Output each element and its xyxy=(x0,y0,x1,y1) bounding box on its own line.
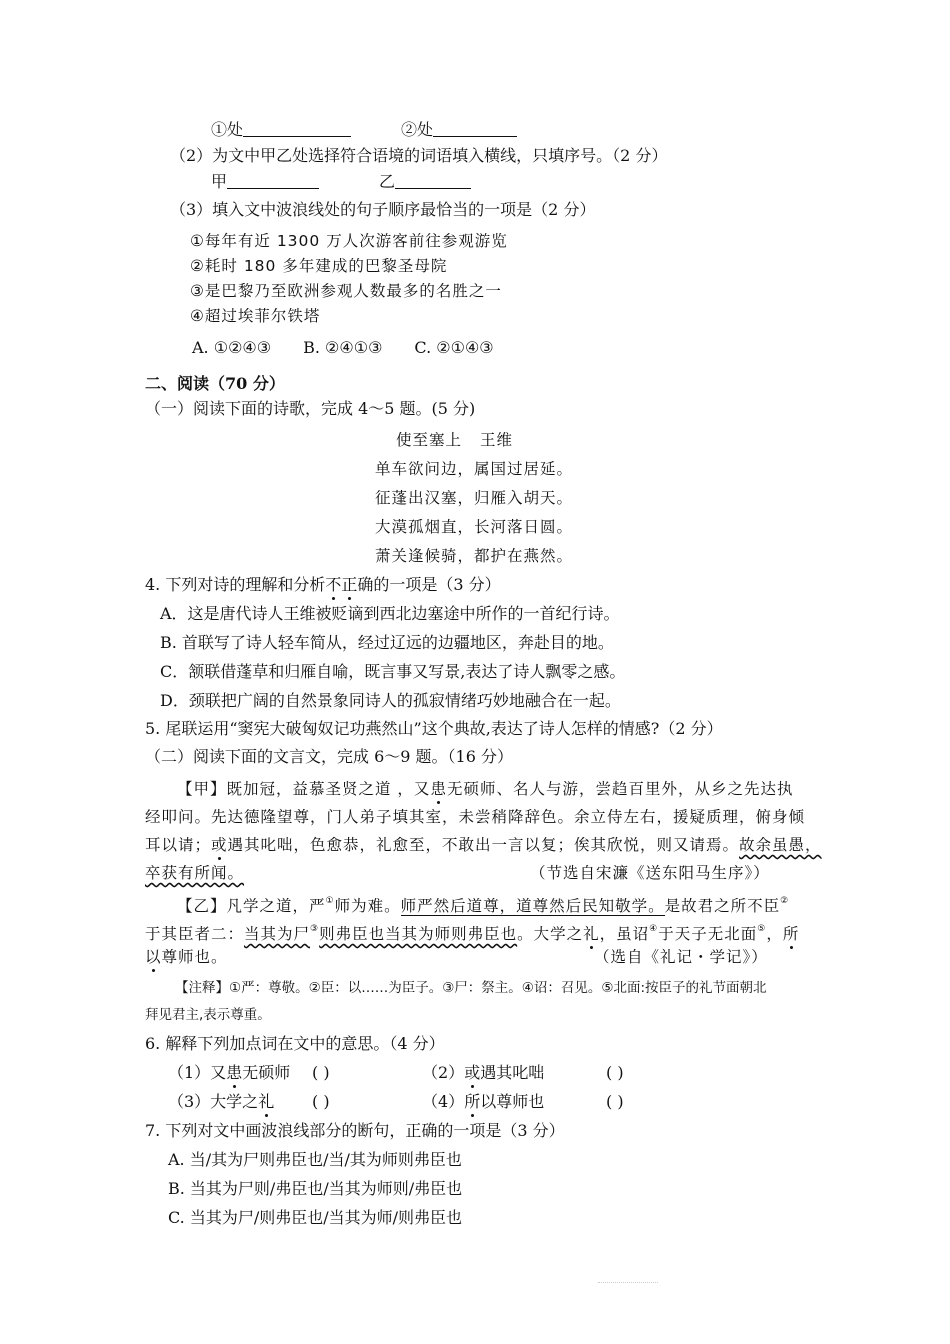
jia-text: 耳以请； xyxy=(145,836,212,854)
page-footer-mark xyxy=(598,1282,658,1283)
q3-item-1: ①每年有近 1300 万人次游客前往参观游览 xyxy=(190,232,508,250)
yi-text: 尊师也。 xyxy=(161,948,228,966)
notes-line-2: 拜见君主,表示尊重。 xyxy=(145,1007,271,1023)
yi-line-2 xyxy=(145,917,799,946)
q6-dotted-huo: 或 xyxy=(464,1063,481,1082)
yi-text: ，虽诏 xyxy=(599,925,650,943)
jia-wavy-text: 故余虽愚， xyxy=(739,836,822,854)
part2-heading: （二）阅读下面的文言文，完成 6～9 题。（16 分） xyxy=(145,747,513,766)
q4-prompt xyxy=(145,573,501,597)
jia-text: 遇其叱咄，色愈恭，礼愈至，不敢出一言以复；俟其欣悦，则又请焉。 xyxy=(227,836,740,854)
blank1-label: ①处 xyxy=(211,120,244,139)
blank2-field[interactable] xyxy=(433,120,517,137)
q6-dotted-li: 礼 xyxy=(258,1092,275,1111)
yi-dotted-yi: 以 xyxy=(145,948,162,966)
q6-answer-1[interactable]: ( ) xyxy=(312,1063,330,1082)
q5-prompt: 5. 尾联运用“窦宪大破匈奴记功燕然山”这个典故,表达了诗人怎样的情感?（2 分） xyxy=(145,719,723,738)
blank2-label: ②处 xyxy=(401,120,434,139)
q6-text: （2） xyxy=(422,1063,465,1082)
poem-line-3: 大漠孤烟直，长河落日圆。 xyxy=(375,518,574,536)
yi-line-1 xyxy=(177,889,789,918)
q3-option-b[interactable]: B. ②④①③ xyxy=(303,338,383,357)
q6-text: 无硕师 xyxy=(242,1063,291,1082)
q6-item-1 xyxy=(168,1061,290,1085)
yi-text: 于其臣者二： xyxy=(145,925,245,943)
yi-text: 是故君之所不臣 xyxy=(664,897,781,915)
q3-option-c[interactable]: C. ②①④③ xyxy=(414,338,494,357)
q7-option-c[interactable]: C. 当其为尸/则弗臣也/当其为师/则弗臣也 xyxy=(168,1208,463,1227)
yi-text: 于天子无北面 xyxy=(658,925,758,943)
q3-options xyxy=(192,336,494,360)
yi-wavy-text: 则弗臣也当其为师则弗臣也 xyxy=(319,925,518,943)
note-ref-1: ① xyxy=(325,896,335,906)
yi-dotted-suo: 所 xyxy=(782,925,800,943)
jia-line-4 xyxy=(145,861,244,885)
note-ref-5: ⑤ xyxy=(757,924,767,934)
q6-text: （4） xyxy=(422,1092,465,1111)
yi-source: （选自《礼记・学记》） xyxy=(594,948,768,966)
q6-answer-3[interactable]: ( ) xyxy=(312,1092,330,1111)
yi-dotted-li: 礼 xyxy=(583,925,600,943)
jia-text: 无硕师、名人与游，尝趋百里外，从乡之先达执 xyxy=(446,780,794,798)
jia-dotted-huan: 患 xyxy=(430,780,447,798)
part1-heading: （一）阅读下面的诗歌，完成 4～5 题。(5 分) xyxy=(145,399,476,418)
yi-field[interactable] xyxy=(395,172,471,189)
q3-item-3: ③是巴黎乃至欧洲参观人数最多的名胜之一 xyxy=(190,282,502,300)
q4-option-c[interactable]: C．颔联借蓬草和归雁自喻，既言事又写景,表达了诗人飘零之感。 xyxy=(160,662,626,681)
q6-item-3 xyxy=(168,1090,274,1114)
q4-option-d[interactable]: D．颈联把广阔的自然景象同诗人的孤寂情绪巧妙地融合在一起。 xyxy=(160,691,621,710)
poem-line-2: 征蓬出汉塞，归雁入胡天。 xyxy=(375,489,574,507)
q6-answer-4[interactable]: ( ) xyxy=(606,1092,624,1111)
poem-heading xyxy=(396,428,513,452)
q3-prompt: （3）填入文中波浪线处的句子顺序最恰当的一项是（2 分） xyxy=(170,200,596,219)
q6-dotted-huan: 患 xyxy=(226,1063,243,1082)
q6-item-4 xyxy=(422,1090,544,1114)
q6-text: （1）又 xyxy=(168,1063,227,1082)
note-ref-3: ③ xyxy=(310,924,320,934)
q3-option-a[interactable]: A. ①②④③ xyxy=(192,338,272,357)
jia-wavy-text: 卒获有所闻。 xyxy=(145,864,245,882)
yi-text: 。大学之 xyxy=(517,925,584,943)
q4-option-a[interactable]: A．这是唐代诗人王维被贬谪到西北边塞途中所作的一首纪行诗。 xyxy=(160,604,620,623)
jia-field[interactable] xyxy=(227,172,319,189)
q7-option-a[interactable]: A. 当/其为尸则弗臣也/当/其为师则弗臣也 xyxy=(168,1150,462,1169)
yi-label: 乙 xyxy=(379,172,396,191)
yi-line-3 xyxy=(145,945,228,969)
poem-title: 使至塞上 xyxy=(396,431,463,449)
yi-wavy-text: 当其为尸 xyxy=(244,925,311,943)
q6-prompt: 6. 解释下列加点词在文中的意思。（4 分） xyxy=(145,1034,445,1053)
q7-prompt: 7. 下列对文中画波浪线部分的断句，正确的一项是（3 分） xyxy=(145,1121,565,1140)
yi-underlined-text: 师严然后道尊，道尊然后民知敬学。 xyxy=(400,897,665,915)
jia-line-1 xyxy=(177,777,793,801)
note-ref-4: ④ xyxy=(649,924,659,934)
jia-source: （节选自宋濂《送东阳马生序》） xyxy=(530,864,770,882)
q6-item-2 xyxy=(422,1061,544,1085)
q6-dotted-suo: 所 xyxy=(464,1092,481,1111)
poem-line-4: 萧关逢候骑，都护在燕然。 xyxy=(375,547,574,565)
q6-text: （3）大学之 xyxy=(168,1092,259,1111)
jia-dotted-huo: 或 xyxy=(211,836,228,854)
q3-item-4: ④超过埃菲尔铁塔 xyxy=(190,307,321,325)
jia-label: 甲 xyxy=(211,172,228,191)
jia-line-2: 经叩问。先达德隆望尊，门人弟子填其室，未尝稍降辞色。余立侍左右，援疑质理，俯身倾 xyxy=(145,808,806,826)
section2-title: 二、阅读（70 分） xyxy=(145,374,285,393)
q6-text: 以尊师也 xyxy=(480,1092,545,1111)
note-ref-2: ② xyxy=(780,896,790,906)
blank1-field[interactable] xyxy=(243,120,351,137)
notes-line-1: 【注释】①严：尊敬。②臣：以……为臣子。③尸：祭主。④诏：召见。⑤北面:按臣子的礼节面朝北 xyxy=(175,980,767,996)
yi-text: ， xyxy=(766,925,783,943)
jia-text: 【甲】既加冠，益慕圣贤之道 ，又 xyxy=(177,780,431,798)
q3-item-2: ②耗时 180 多年建成的巴黎圣母院 xyxy=(190,257,448,275)
q6-text: 遇其叱咄 xyxy=(480,1063,545,1082)
yi-text: 【乙】凡学之道，严 xyxy=(177,897,326,915)
q4-prompt-b: 确的一项是（3 分） xyxy=(357,575,501,594)
q4-option-b[interactable]: B. 首联写了诗人轻车简从，经过辽远的边疆地区，奔赴目的地。 xyxy=(160,633,614,652)
q4-dotted-bu: 不 xyxy=(325,575,342,594)
q4-prompt-a: 4. 下列对诗的理解和分析 xyxy=(145,575,326,594)
poem-line-1: 单车欲问边，属国过居延。 xyxy=(375,460,574,478)
poem-author: 王维 xyxy=(480,431,514,449)
jia-line-3 xyxy=(145,833,822,857)
q2-blanks-row xyxy=(211,170,521,194)
q1-blanks-row xyxy=(211,118,567,142)
yi-text: 师为难。 xyxy=(334,897,401,915)
q6-answer-2[interactable]: ( ) xyxy=(606,1063,624,1082)
q2-prompt: （2）为文中甲乙处选择符合语境的词语填入横线，只填序号。（2 分） xyxy=(170,146,668,165)
q4-dotted-zheng: 正 xyxy=(341,575,358,594)
q7-option-b[interactable]: B. 当其为尸则/弗臣也/当其为师则/弗臣也 xyxy=(168,1179,463,1198)
